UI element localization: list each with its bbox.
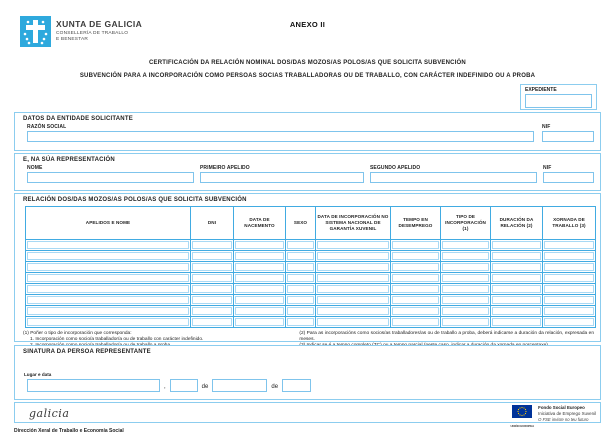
relacion-cell-input[interactable] <box>442 241 489 249</box>
relacion-cell-input[interactable] <box>192 307 232 315</box>
annex-title: ANEXO II <box>289 20 326 29</box>
nome-label: NOME <box>27 165 43 171</box>
relacion-table-row <box>26 251 596 262</box>
relacion-cell-input[interactable] <box>492 263 541 271</box>
relacion-cell-input[interactable] <box>492 285 541 293</box>
relacion-cell-input[interactable] <box>192 263 232 271</box>
section-datos-title: DATOS DA ENTIDADE SOLICITANTE <box>23 116 133 122</box>
relacion-cell-input[interactable] <box>442 296 489 304</box>
relacion-cell-input[interactable] <box>492 318 541 326</box>
nif-representante-input[interactable] <box>543 172 594 183</box>
relacion-cell-input[interactable] <box>492 241 541 249</box>
relacion-cell-input[interactable] <box>287 274 314 282</box>
comma-separator: , <box>164 384 166 390</box>
conselleria-name: CONSELLERÍA DE TRABALLO E BENESTAR <box>56 31 129 43</box>
relacion-cell-input[interactable] <box>544 307 594 315</box>
relacion-cell-input[interactable] <box>287 296 314 304</box>
relacion-cell-input[interactable] <box>492 252 541 260</box>
primeiro-apelido-input[interactable] <box>200 172 364 183</box>
nome-input[interactable] <box>27 172 194 183</box>
de-separator-2: de <box>271 384 279 390</box>
relacion-cell-input[interactable] <box>317 263 389 271</box>
relacion-cell-input[interactable] <box>27 307 189 315</box>
relacion-cell-input[interactable] <box>287 318 314 326</box>
relacion-cell-input[interactable] <box>235 274 284 282</box>
col-dni: DNI <box>191 207 234 240</box>
relacion-cell-input[interactable] <box>317 274 389 282</box>
lugar-input[interactable] <box>27 379 160 392</box>
relacion-cell-input[interactable] <box>27 241 189 249</box>
relacion-cell-input[interactable] <box>317 307 389 315</box>
col-duracion-relacion: DURACIÓN DA RELACIÓN (2) <box>491 207 543 240</box>
relacion-cell-input[interactable] <box>544 274 594 282</box>
expediente-label: EXPEDIENTE <box>525 87 557 93</box>
razon-social-input[interactable] <box>27 131 534 142</box>
relacion-cell-input[interactable] <box>27 296 189 304</box>
eu-flag-caption: UNIÓN EUROPEA <box>510 423 535 428</box>
relacion-cell-input[interactable] <box>544 318 594 326</box>
ano-input[interactable] <box>282 379 311 392</box>
relacion-cell-input[interactable] <box>442 285 489 293</box>
relacion-cell-input[interactable] <box>544 241 594 249</box>
section-representacion-title: E, NA SÚA REPRESENTACIÓN <box>23 157 115 163</box>
mes-input[interactable] <box>212 379 267 392</box>
relacion-table-row <box>26 262 596 273</box>
xunta-org-name: XUNTA DE GALICIA <box>56 19 143 29</box>
section-relacion-title: RELACIÓN DOS/DAS MOZOS/AS POLOS/AS QUE SOLICITA SUBVENCIÓN <box>23 197 247 203</box>
relacion-table <box>25 206 596 328</box>
relacion-cell-input[interactable] <box>235 318 284 326</box>
expediente-box <box>520 84 597 110</box>
col-tipo-incorporacion: TIPO DE INCORPORACIÓN (1) <box>441 207 491 240</box>
footnote-2: (2) Para as incorporacións como socios/as traballadores/as ou de traballo a proba, deberá indicarse a duración da relación, expresada en meses. <box>299 331 594 343</box>
segundo-apelido-label: SEGUNDO APELIDO <box>370 165 421 171</box>
primeiro-apelido-label: PRIMEIRO APELIDO <box>200 165 250 171</box>
relacion-cell-input[interactable] <box>392 274 439 282</box>
relacion-cell-input[interactable] <box>235 241 284 249</box>
dia-input[interactable] <box>170 379 198 392</box>
relacion-cell-input[interactable] <box>317 296 389 304</box>
relacion-cell-input[interactable] <box>392 252 439 260</box>
relacion-table-row <box>26 273 596 284</box>
direccion-xeral-label: Dirección Xeral de Traballo e Economía Social <box>14 428 124 434</box>
eu-text-line3: O FSE inviste no teu futuro <box>538 416 589 422</box>
de-separator-1: de <box>201 384 209 390</box>
relacion-cell-input[interactable] <box>192 274 232 282</box>
nif-entidade-label: NIF <box>542 124 551 130</box>
relacion-cell-input[interactable] <box>392 241 439 249</box>
relacion-cell-input[interactable] <box>192 252 232 260</box>
col-xornada-traballo: XORNADA DE TRABALLO (3) <box>543 207 596 240</box>
relacion-cell-input[interactable] <box>392 263 439 271</box>
relacion-cell-input[interactable] <box>544 263 594 271</box>
relacion-cell-input[interactable] <box>544 285 594 293</box>
form-title-line2: SUBVENCIÓN PARA A INCORPORACIÓN COMO PERSOAS SOCIAS TRABALLADORAS OU DE TRABALLO, CON CARÁCTER INDEFINIDO OU A PROBA <box>79 73 536 79</box>
form-title-line1: CERTIFICACIÓN DA RELACIÓN NOMINAL DOS/DAS MOZOS/AS POLOS/AS QUE SOLICITA SUBVENCIÓN <box>149 60 466 66</box>
relacion-cell-input[interactable] <box>442 307 489 315</box>
relacion-cell-input[interactable] <box>27 274 189 282</box>
relacion-cell-input[interactable] <box>27 285 189 293</box>
relacion-cell-input[interactable] <box>287 252 314 260</box>
relacion-cell-input[interactable] <box>492 274 541 282</box>
relacion-cell-input[interactable] <box>27 263 189 271</box>
relacion-cell-input[interactable] <box>392 296 439 304</box>
relacion-cell-input[interactable] <box>235 307 284 315</box>
relacion-table-row <box>26 295 596 306</box>
eu-funding-block <box>511 405 596 428</box>
footer-bar <box>14 402 601 428</box>
relacion-cell-input[interactable] <box>392 285 439 293</box>
relacion-cell-input[interactable] <box>235 285 284 293</box>
relacion-cell-input[interactable] <box>27 252 189 260</box>
relacion-cell-input[interactable] <box>192 318 232 326</box>
section-relacion <box>14 193 601 342</box>
relacion-cell-input[interactable] <box>287 241 314 249</box>
col-tempo-desemprego: TEMPO EN DESEMPREGO <box>391 207 441 240</box>
relacion-cell-input[interactable] <box>317 241 389 249</box>
relacion-cell-input[interactable] <box>442 318 489 326</box>
section-sinatura-title: SINATURA DA PERSOA REPRESENTANTE <box>23 349 151 355</box>
col-data-incorporacion: DATA DE INCORPORACIÓN NO SISTEMA NACIONAL DE GARANTÍA XUVENIL <box>316 207 391 240</box>
relacion-table-row <box>26 306 596 317</box>
galicia-logo: galicia <box>29 407 70 420</box>
lugar-e-data-label: Lugar e data <box>24 372 52 377</box>
relacion-table-row <box>26 317 596 328</box>
nif-entidade-input[interactable] <box>542 131 594 142</box>
relacion-cell-input[interactable] <box>27 318 189 326</box>
relacion-cell-input[interactable] <box>235 296 284 304</box>
section-datos-entidade <box>14 112 601 151</box>
footnote-1-title: (1) Poñer o tipo de incorporación que corresponda: <box>23 331 132 336</box>
section-sinatura <box>14 345 601 400</box>
relacion-cell-input[interactable] <box>287 307 314 315</box>
relacion-cell-input[interactable] <box>544 252 594 260</box>
relacion-cell-input[interactable] <box>544 296 594 304</box>
relacion-cell-input[interactable] <box>492 296 541 304</box>
relacion-cell-input[interactable] <box>192 285 232 293</box>
relacion-header-row <box>26 207 596 240</box>
relacion-cell-input[interactable] <box>442 274 489 282</box>
eu-flag-icon <box>512 405 532 418</box>
col-sexo: SEXO <box>286 207 316 240</box>
relacion-cell-input[interactable] <box>317 318 389 326</box>
expediente-input[interactable] <box>525 94 592 108</box>
relacion-cell-input[interactable] <box>192 241 232 249</box>
relacion-cell-input[interactable] <box>192 296 232 304</box>
segundo-apelido-input[interactable] <box>370 172 537 183</box>
eu-text-line1: Fondo Social Europeo <box>538 405 585 410</box>
relacion-table-body <box>26 240 596 328</box>
relacion-table-row <box>26 284 596 295</box>
relacion-cell-input[interactable] <box>392 318 439 326</box>
relacion-cell-input[interactable] <box>392 307 439 315</box>
col-data-nacemento: DATA DE NACEMENTO <box>234 207 286 240</box>
relacion-cell-input[interactable] <box>492 307 541 315</box>
relacion-table-row <box>26 240 596 251</box>
col-apelidos: APELIDOS E NOME <box>26 207 191 240</box>
relacion-cell-input[interactable] <box>287 263 314 271</box>
relacion-cell-input[interactable] <box>235 252 284 260</box>
nif-representante-label: NIF <box>543 165 552 171</box>
footnote-1-item1: 1. Incorporación como socio/a traballador/a ou de traballo con carácter indefinido. <box>30 337 204 343</box>
razon-social-label: RAZÓN SOCIAL <box>27 124 67 130</box>
section-representacion <box>14 153 601 191</box>
relacion-cell-input[interactable] <box>287 285 314 293</box>
relacion-cell-input[interactable] <box>317 252 389 260</box>
relacion-cell-input[interactable] <box>442 252 489 260</box>
relacion-cell-input[interactable] <box>442 263 489 271</box>
eu-text-line2: Iniciativa de Emprego Xuvenil <box>538 410 596 416</box>
relacion-cell-input[interactable] <box>317 285 389 293</box>
relacion-cell-input[interactable] <box>235 263 284 271</box>
